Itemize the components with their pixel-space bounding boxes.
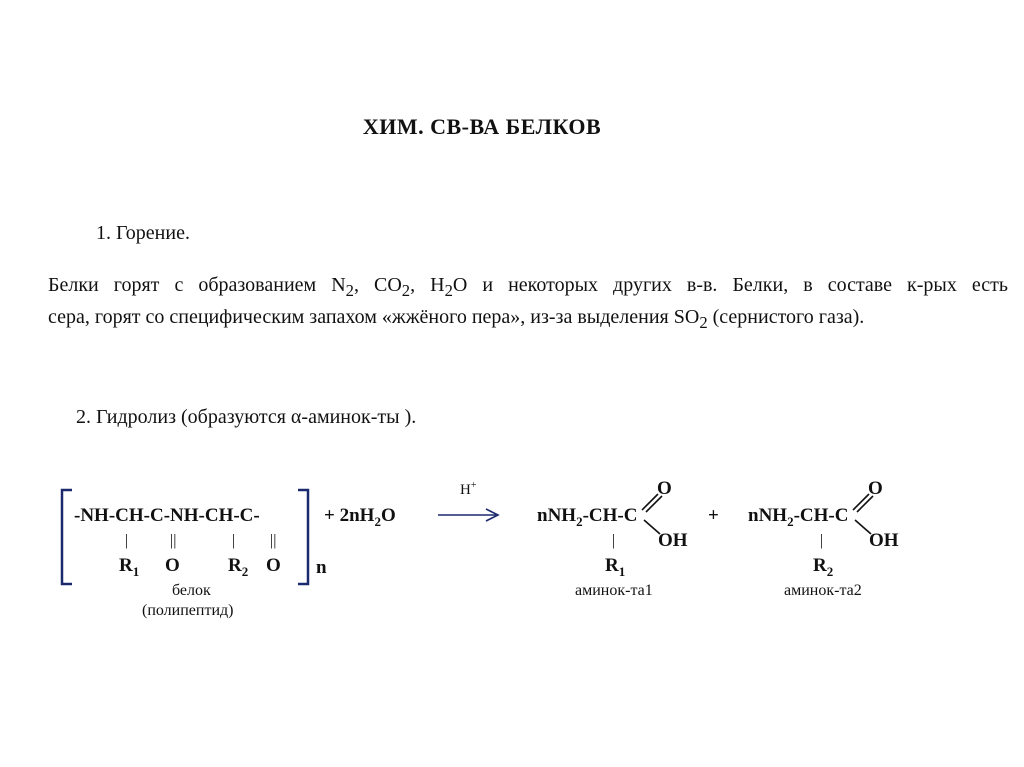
bond-double-o1: || bbox=[170, 532, 177, 549]
section-heading-hydrolysis: 2. Гидролиз (образуются α-аминок-ты ). bbox=[76, 406, 417, 428]
bond-double-o2: || bbox=[270, 532, 277, 549]
caption-polypeptide: (полипептид) bbox=[142, 602, 234, 619]
oxygen-2: O bbox=[266, 555, 281, 576]
caption-protein: белок bbox=[172, 582, 211, 599]
carboxyl-o-1: O bbox=[657, 478, 672, 499]
reaction-arrow-icon bbox=[436, 505, 502, 525]
substituent-r1: $R_1$ bbox=[119, 555, 140, 579]
carboxyl-o-2: O bbox=[868, 478, 883, 499]
section-heading-combustion: 1. Горение. bbox=[96, 222, 190, 244]
bond-r1: | bbox=[125, 532, 129, 549]
plus-sign: + bbox=[708, 505, 719, 526]
caption-aa2: аминок-та2 bbox=[784, 582, 862, 599]
bond-r2: | bbox=[232, 532, 236, 549]
amino-acid-2-formula: nNH$_2$-CH-C bbox=[748, 505, 849, 529]
combustion-paragraph bbox=[48, 272, 1008, 336]
bond-aa1-r1: | bbox=[612, 532, 616, 549]
paragraph-line-1: Белки горят с образованием $N_2$, $CO_2$, $H_2O$ и некоторых других в-в. Белки, в составе к-рых есть bbox=[48, 274, 1008, 300]
amino-acid-1-formula: nNH$_2$-CH-C bbox=[537, 505, 638, 529]
carboxyl-oh-1: OH bbox=[658, 530, 688, 551]
plus-water: + $2nH_2O$ bbox=[324, 505, 396, 529]
oxygen-1: O bbox=[165, 555, 180, 576]
polymer-chain: -NH-CH-C-NH-CH-C- bbox=[74, 505, 260, 526]
page-title: ХИМ. СВ-ВА БЕЛКОВ bbox=[362, 114, 602, 139]
aa2-r2: $R_2$ bbox=[813, 555, 834, 579]
carboxyl-oh-2: OH bbox=[869, 530, 899, 551]
catalyst-label: H+ bbox=[460, 480, 477, 498]
bond-aa2-r2: | bbox=[820, 532, 824, 549]
aa1-r1: $R_1$ bbox=[605, 555, 626, 579]
polymer-n: n bbox=[316, 557, 327, 578]
substituent-r2: $R_2$ bbox=[228, 555, 249, 579]
caption-aa1: аминок-та1 bbox=[575, 582, 653, 599]
paragraph-line-2: сера, горят со специфическим запахом «жжёного пера», из-за выделения $SO_2$ (сернистого газа). bbox=[48, 306, 865, 332]
